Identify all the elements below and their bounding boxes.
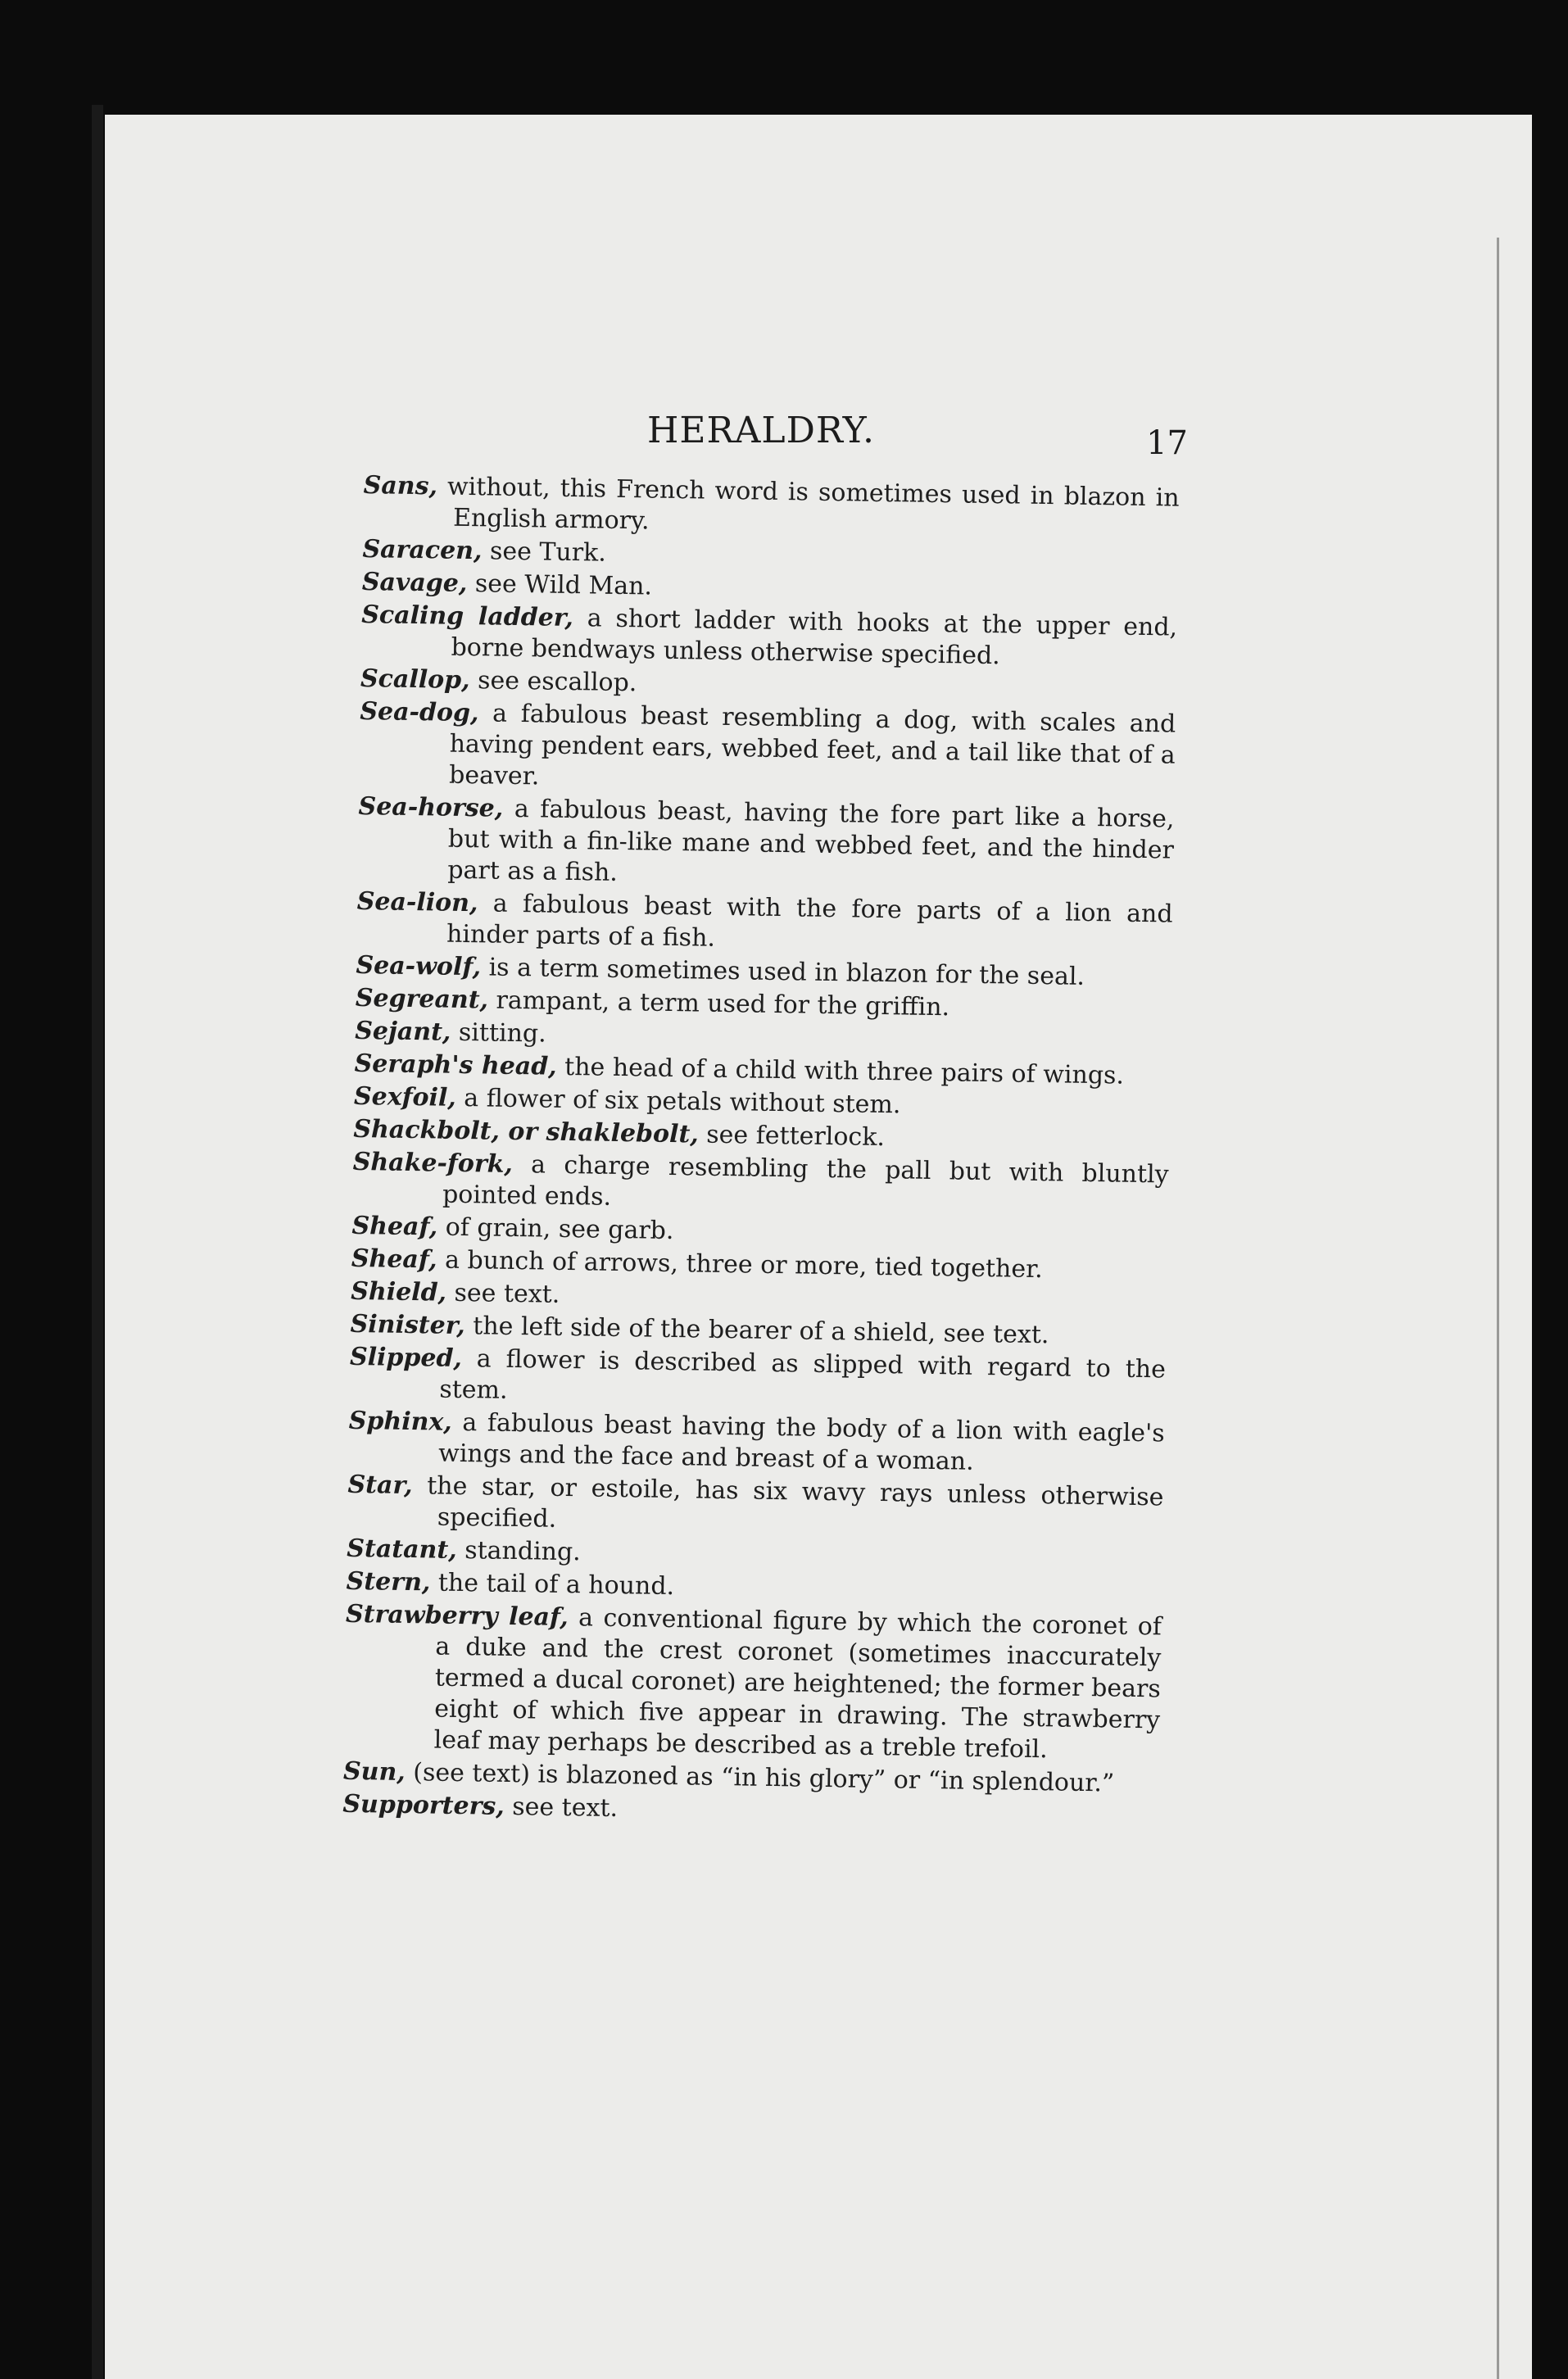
entry-definition: standing. xyxy=(456,1535,581,1567)
entry-definition: rampant, a term used for the griffin. xyxy=(487,986,950,1022)
entry-term: Supporters, xyxy=(342,1789,505,1821)
page-number: 17 xyxy=(1146,424,1188,462)
page-header xyxy=(647,410,1188,462)
entry-term: Sans, xyxy=(363,470,438,501)
entry-definition: a fabulous beast having the body of a lion with eagle's wings and the face and breast of a woman. xyxy=(437,1407,1165,1476)
entry-definition: see Turk. xyxy=(482,537,607,568)
glossary-entry xyxy=(356,886,1173,962)
entry-term: Sheaf, xyxy=(351,1244,437,1275)
entry-definition: a charge resembling the pall but with bluntly pointed ends. xyxy=(442,1149,1169,1212)
entry-term: Shield, xyxy=(350,1276,447,1307)
entry-term: Strawberry leaf, xyxy=(345,1599,569,1633)
entry-definition: see text. xyxy=(446,1278,560,1309)
entry-term: Segreant, xyxy=(355,983,489,1015)
entry-term: Shake-fork, xyxy=(352,1147,514,1179)
entry-term: Sheaf, xyxy=(351,1211,438,1242)
entry-definition: a bunch of arrows, three or more, tied together. xyxy=(437,1245,1044,1285)
entry-term: Slipped, xyxy=(349,1342,463,1374)
entry-term: Star, xyxy=(347,1470,413,1501)
left-page-edge xyxy=(92,105,103,2379)
entry-definition: the star, or estoile, has six wavy rays unless otherwise specified. xyxy=(412,1471,1164,1534)
right-page-edge xyxy=(1497,238,1499,2379)
entry-term: Saracen, xyxy=(362,534,483,566)
entry-definition: a fabulous beast, having the fore part like a horse, but with a fin-like mane and webbed feet, and the hinder part as a fish. xyxy=(447,794,1175,887)
glossary-entry xyxy=(349,1342,1166,1417)
glossary-entry xyxy=(357,791,1175,898)
entry-definition: see Wild Man. xyxy=(467,569,653,601)
entry-term: Statant, xyxy=(347,1534,457,1565)
entry-definition: sitting. xyxy=(451,1017,546,1049)
entry-term: Shackbolt, or shaklebolt, xyxy=(353,1114,700,1149)
glossary-entry xyxy=(363,470,1180,546)
entry-term: Sexfoil, xyxy=(353,1081,457,1112)
glossary-entry xyxy=(360,600,1177,675)
entry-definition: a fabulous beast resembling a dog, with scales and having pendent ears, webbed feet, and a tail like that of a beaver. xyxy=(448,699,1176,791)
entry-definition: a flower of six petals without stem. xyxy=(455,1083,901,1120)
entry-definition: the left side of the bearer of a shield, see text. xyxy=(465,1312,1049,1350)
entry-term: Scallop, xyxy=(360,664,470,696)
glossary-entry xyxy=(359,696,1176,803)
entry-definition: of grain, see garb. xyxy=(437,1212,674,1246)
glossary-entry xyxy=(352,1147,1169,1222)
entry-term: Scaling ladder, xyxy=(360,600,574,633)
entry-term: Sea-dog, xyxy=(360,696,479,728)
running-head: HERALDRY. xyxy=(647,410,876,451)
glossary-entry xyxy=(343,1599,1162,1768)
entry-definition: is a term sometimes used in blazon for the seal. xyxy=(480,953,1085,991)
entry-definition: the head of a child with three pairs of wings. xyxy=(556,1052,1125,1090)
entry-definition: a short ladder with hooks at the upper end, borne bendways unless otherwise specified. xyxy=(451,604,1178,671)
entry-term: Sphinx, xyxy=(348,1406,453,1437)
entry-definition: see fetterlock. xyxy=(698,1120,886,1153)
entry-term: Sea-horse, xyxy=(358,791,504,823)
entry-definition: see escallop. xyxy=(469,666,637,698)
entry-definition: see text. xyxy=(504,1792,619,1824)
entry-term: Sejant, xyxy=(354,1016,451,1047)
entry-term: Seraph's head, xyxy=(354,1049,557,1081)
entry-term: Stern, xyxy=(346,1566,431,1597)
entry-term: Sun, xyxy=(342,1756,406,1787)
entry-definition: a fabulous beast with the fore parts of a lion and hinder parts of a fish. xyxy=(446,889,1173,953)
glossary-entry xyxy=(348,1406,1165,1481)
entry-term: Sinister, xyxy=(350,1309,466,1341)
entry-term: Sea-wolf, xyxy=(356,950,482,982)
entry-term: Savage, xyxy=(361,567,468,598)
entry-definition: the tail of a hound. xyxy=(430,1568,675,1602)
entry-definition: a flower is described as slipped with regard to the stem. xyxy=(439,1344,1167,1405)
entry-definition: (see text) is blazoned as “in his glory” or “in splendour.” xyxy=(405,1757,1115,1798)
glossary-entry xyxy=(347,1470,1164,1545)
glossary-entries xyxy=(342,470,1180,1833)
entry-term: Sea-lion, xyxy=(356,886,478,918)
entry-definition: without, this French word is sometimes used in blazon in English armory. xyxy=(437,472,1180,536)
entry-definition: a conventional figure by which the coronet of a duke and the crest coronet (sometimes inaccurately termed a ducal coronet) are heightened; the former bears eight of which five appear in drawing. The strawberry leaf may perhaps be described as a treble trefoil. xyxy=(433,1603,1162,1765)
